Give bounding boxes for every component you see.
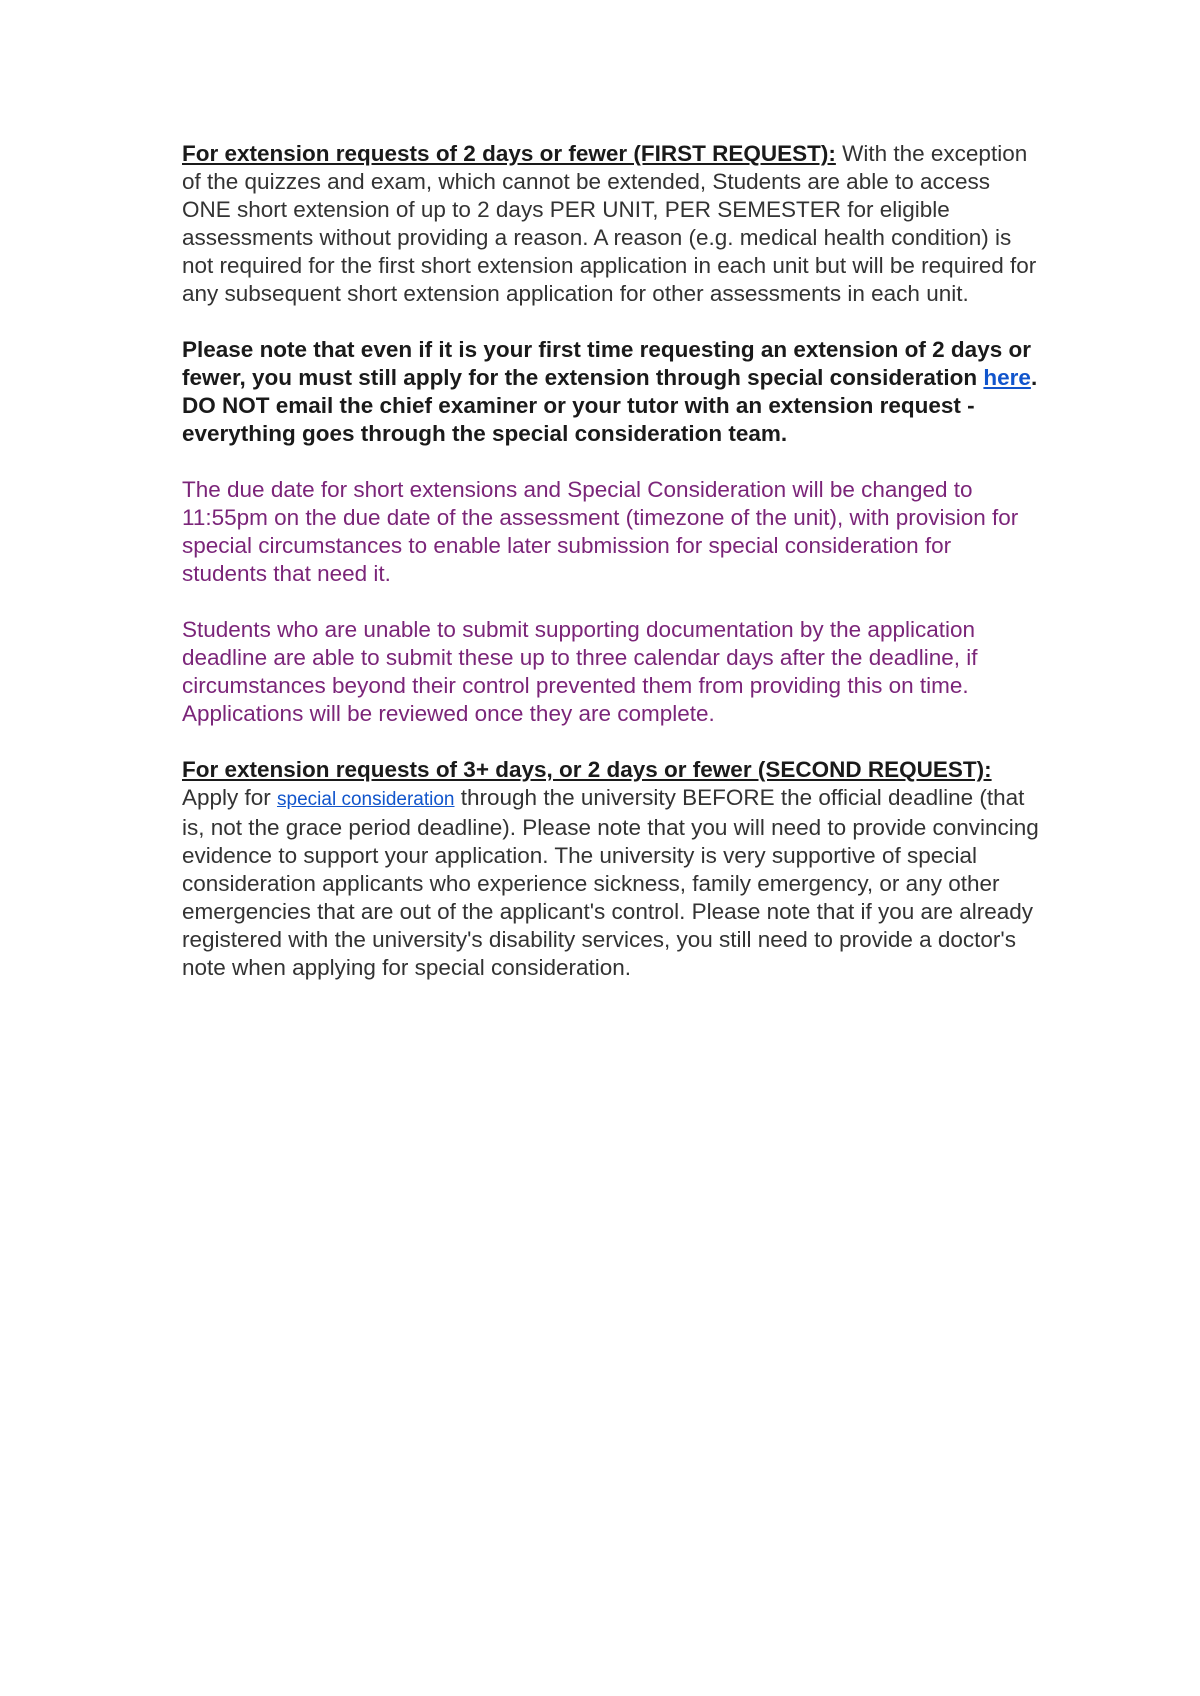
special-consideration-here-link[interactable]: here [983,365,1031,390]
second-request-text-start: Apply for [182,785,278,810]
second-request-heading: For extension requests of 3+ days, or 2 days or fewer (SECOND REQUEST): [182,757,992,782]
apply-note-text-end: . DO NOT email the chief examiner or your tutor with an extension request - everything goes through the special consideration team. [182,365,1038,446]
apply-note-paragraph [182,336,1042,448]
document-body [182,140,1042,1010]
apply-note-text-start: Please note that even if it is your first time requesting an extension of 2 days or fewer, you must still apply for the extension through special consideration [182,337,1031,390]
due-date-paragraph: The due date for short extensions and Special Consideration will be changed to 11:55pm on the due date of the assessment (timezone of the unit), with provision for special circumstances to enable later submission for special consideration for students that need it. [182,477,1019,586]
second-request-text-end: through the university BEFORE the official deadline (that is, not the grace period deadline). Please note that you will need to provide convincing evidence to support your application. The university is very supportive of special consideration applicants who experience sickness, family emergency, or any other emergencies that are out of the applicant's control. Please note that if you are already registered with the university's disability services, you still need to provide a doctor's note when applying for special consideration. [182,785,1039,980]
supporting-documentation-paragraph: Students who are unable to submit supporting documentation by the application deadline are able to submit these up to three calendar days after the deadline, if circumstances beyond their control prevented them from providing this on time. Applications will be reviewed once they are complete. [182,617,978,726]
special-consideration-link[interactable]: special consideration [277,789,455,810]
first-request-body: With the exception of the quizzes and exam, which cannot be extended, Students are able to access ONE short extension of up to 2 days PER UNIT, PER SEMESTER for eligible assessments without providing a reason. A reason (e.g. medical health condition) is not required for the first short extension application in each unit but will be required for any subsequent short extension application for other assessments in each unit. [182,141,1037,306]
first-request-heading: For extension requests of 2 days or fewer (FIRST REQUEST): [182,141,836,166]
second-request-paragraph [182,756,1042,982]
first-request-paragraph [182,140,1042,308]
